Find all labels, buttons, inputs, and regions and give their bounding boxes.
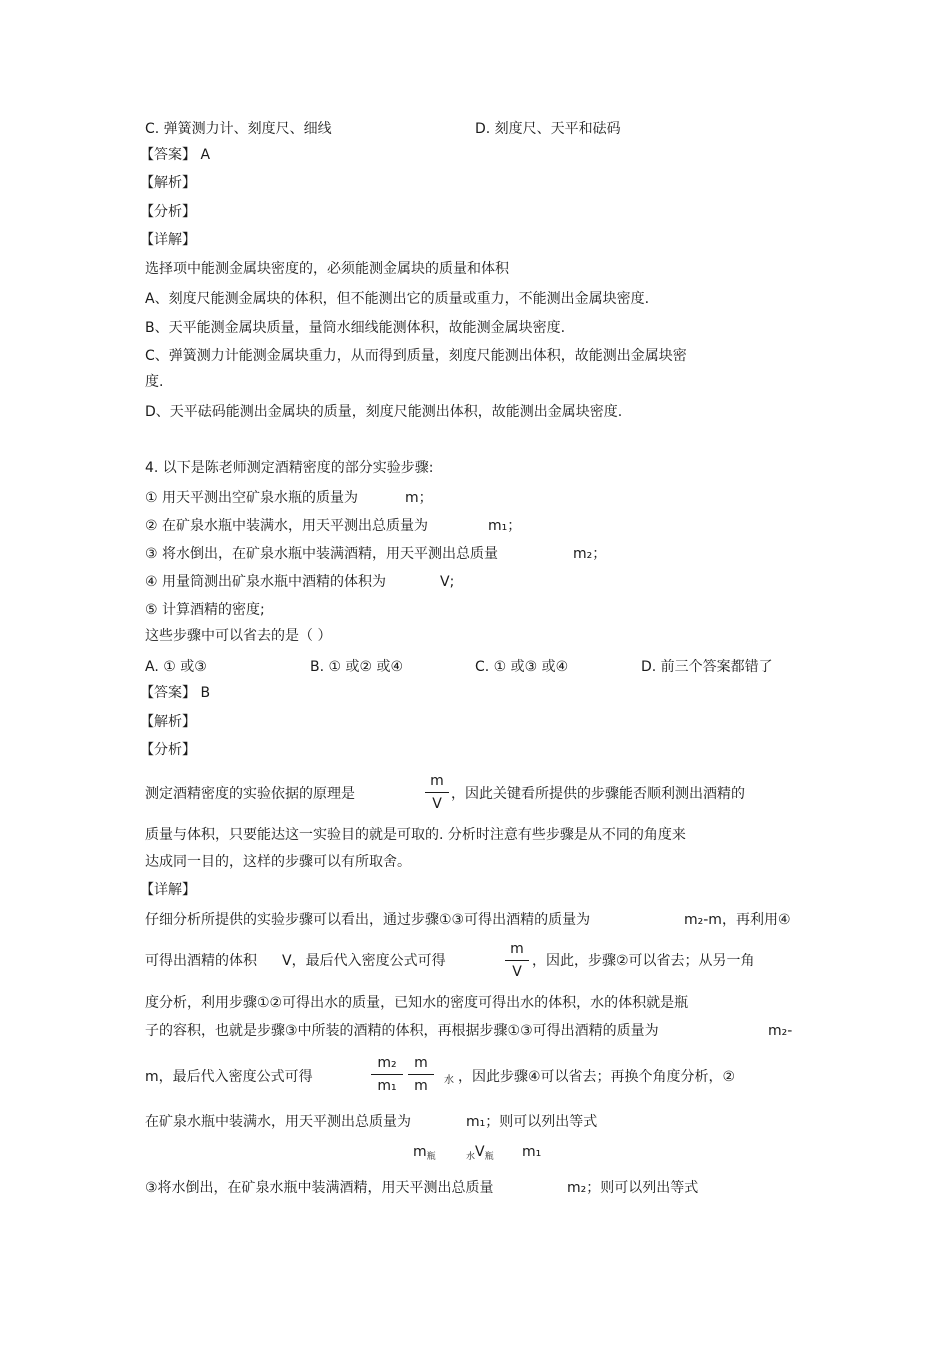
explanation-line: A、刻度尺能测金属块的体积，但不能测出它的质量或重力，不能测出金属块密度. <box>145 291 650 307</box>
detail-line: 可得出酒精的体积 <box>145 953 257 969</box>
option-c: C. 弹簧测力计、刻度尺、细线 <box>145 121 332 137</box>
fraction-bar <box>408 1074 434 1075</box>
detail-line: ，因此步骤④可以省去；再换个角度分析，② <box>458 1069 736 1085</box>
step-var: V; <box>440 574 455 590</box>
question-prompt: 这些步骤中可以省去的是（ ） <box>145 628 332 644</box>
fraction-m-over-m <box>408 1054 434 1095</box>
detail-line: m₂- <box>768 1023 793 1039</box>
detail-line: m₂；则可以列出等式 <box>567 1180 699 1196</box>
option-a: A. ① 或③ <box>145 659 207 675</box>
fraction-denominator: V <box>512 964 522 980</box>
fraction-numerator: m <box>510 941 524 957</box>
option-c: C. ① 或③ 或④ <box>475 659 569 675</box>
equation-subscript: 瓶 <box>426 1152 436 1162</box>
detail-line: ，因此，步骤②可以省去；从另一角 <box>532 953 755 969</box>
explanation-line: D、天平砝码能测出金属块的质量，刻度尺能测出体积，故能测出金属块密度. <box>145 404 623 420</box>
fraction-denominator: V <box>432 796 442 812</box>
fraction-m-over-v <box>425 772 449 813</box>
fenxi-label: 【分析】 <box>140 742 196 758</box>
equation-subscript: 水 <box>466 1152 476 1162</box>
explanation-line: 选择项中能测金属块密度的，必须能测金属块的质量和体积 <box>145 261 509 277</box>
detail-line: ③将水倒出，在矿泉水瓶中装满酒精，用天平测出总质量 <box>145 1180 494 1196</box>
fenxi-label: 【分析】 <box>140 204 196 220</box>
equation-symbol: m <box>413 1144 427 1160</box>
fraction-numerator: m <box>430 773 444 789</box>
detail-line: V，最后代入密度公式可得 <box>282 953 446 969</box>
fraction-m-over-v <box>505 940 529 981</box>
explanation-line: C、弹簧测力计能测金属块重力，从而得到质量，刻度尺能测出体积，故能测出金属块密 <box>145 348 687 364</box>
fraction-bar <box>425 792 449 793</box>
step-text: ⑤ 计算酒精的密度; <box>145 602 265 618</box>
step-var: m₂； <box>573 546 607 562</box>
step-text: ③ 将水倒出，在矿泉水瓶中装满酒精，用天平测出总质量 <box>145 546 498 562</box>
detail-line: m₁；则可以列出等式 <box>466 1114 598 1130</box>
jiexi-label: 【解析】 <box>140 714 196 730</box>
detail-line: m₂-m，再利用④ <box>684 912 791 928</box>
answer-label: 【答案】 B <box>140 685 211 701</box>
option-d: D. 刻度尺、天平和砝码 <box>475 121 621 137</box>
equation-m-bottle <box>413 1143 436 1166</box>
fraction-denominator: m₁ <box>377 1078 397 1094</box>
fraction-bar <box>371 1074 403 1075</box>
fraction-bar <box>505 960 529 961</box>
fraction-m2-over-m1 <box>371 1054 403 1095</box>
question-stem: 4. 以下是陈老师测定酒精密度的部分实验步骤: <box>145 460 434 476</box>
fraction-numerator: m₂ <box>377 1055 397 1071</box>
equation-subscript: 瓶 <box>484 1152 494 1162</box>
jiexi-label: 【解析】 <box>140 175 196 191</box>
equation-rho-v <box>466 1143 494 1166</box>
step-var: m₁； <box>488 518 522 534</box>
detail-line: 在矿泉水瓶中装满水，用天平测出总质量为 <box>145 1114 411 1130</box>
step-text: ② 在矿泉水瓶中装满水，用天平测出总质量为 <box>145 518 428 534</box>
analysis-line: 质量与体积，只要能达这一实验目的就是可取的. 分析时注意有些步骤是从不同的角度来 <box>145 827 686 843</box>
step-text: ④ 用量筒测出矿泉水瓶中酒精的体积为 <box>145 574 386 590</box>
explanation-line: B、天平能测金属块质量，量筒水细线能测体积，故能测金属块密度. <box>145 320 566 336</box>
detail-line: 度分析，利用步骤①②可得出水的质量，已知水的密度可得出水的体积，水的体积就是瓶 <box>145 995 689 1011</box>
fraction-numerator: m <box>414 1055 428 1071</box>
analysis-line: ，因此关键看所提供的步骤能否顺利测出酒精的 <box>451 786 745 802</box>
analysis-line: 测定酒精密度的实验依据的原理是 <box>145 786 355 802</box>
equation-m1: m₁ <box>522 1144 542 1160</box>
answer-label: 【答案】 A <box>140 147 211 163</box>
detail-line: 仔细分析所提供的实验步骤可以看出，通过步骤①③可得出酒精的质量为 <box>145 912 591 928</box>
step-var: m； <box>405 490 433 506</box>
subscript-water: 水 <box>444 1075 454 1086</box>
detail-line: m，最后代入密度公式可得 <box>145 1069 313 1085</box>
equation-symbol: V <box>475 1144 485 1160</box>
fraction-denominator: m <box>414 1078 428 1094</box>
xiangjie-label: 【详解】 <box>140 232 196 248</box>
step-text: ① 用天平测出空矿泉水瓶的质量为 <box>145 490 359 506</box>
explanation-line: 度. <box>145 374 164 390</box>
analysis-line: 达成同一目的，这样的步骤可以有所取舍。 <box>145 854 411 870</box>
detail-line: 子的容积，也就是步骤③中所装的酒精的体积，再根据步骤①③可得出酒精的质量为 <box>145 1023 659 1039</box>
option-b: B. ① 或② 或④ <box>310 659 404 675</box>
xiangjie-label: 【详解】 <box>140 882 196 898</box>
option-d: D. 前三个答案都错了 <box>641 659 773 675</box>
